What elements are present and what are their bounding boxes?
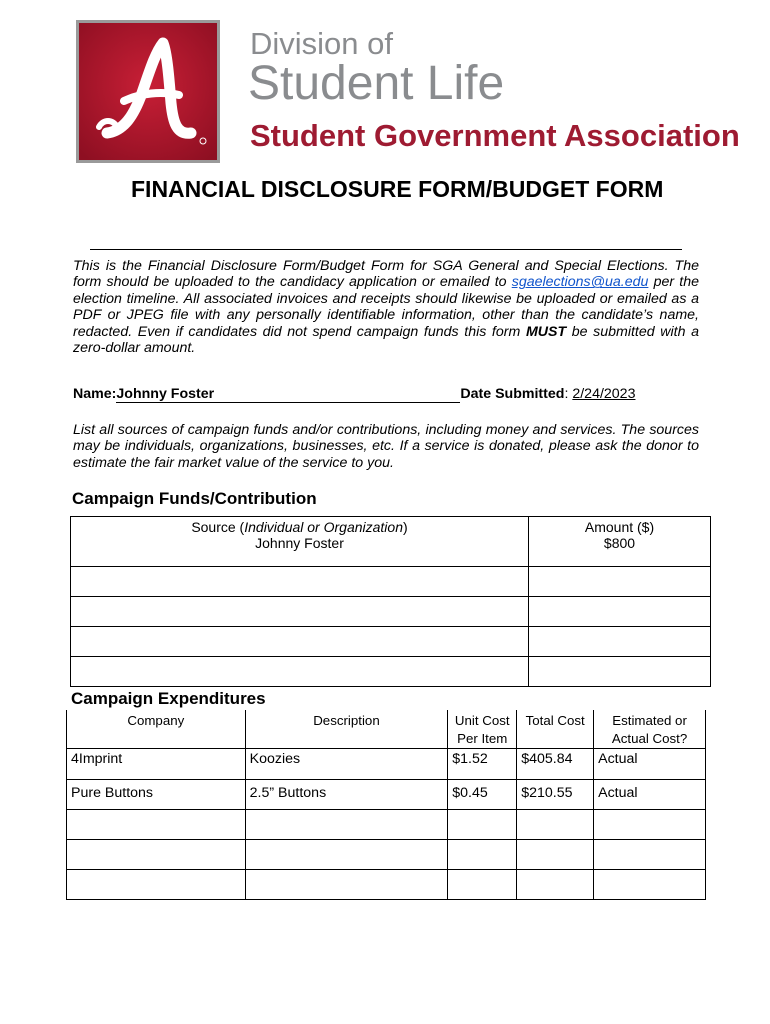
description-cell[interactable] — [245, 810, 448, 840]
unit-cost-cell[interactable]: $0.45 — [448, 780, 517, 810]
table-row — [67, 749, 706, 780]
source-value: Johnny Foster — [255, 535, 344, 551]
must-emphasis: MUST — [525, 323, 567, 340]
table-row — [67, 870, 706, 900]
name-label: Name — [73, 386, 112, 402]
table-header-row — [67, 710, 706, 749]
description-cell[interactable] — [245, 870, 448, 900]
cost-type-cell[interactable] — [594, 810, 706, 840]
table-row — [67, 780, 706, 810]
university-logo — [76, 20, 220, 163]
description-header: Description — [245, 710, 448, 749]
name-value: Johnny Foster — [116, 386, 215, 402]
company-cell[interactable] — [67, 810, 246, 840]
company-cell[interactable] — [67, 840, 246, 870]
source-cell[interactable] — [71, 657, 529, 687]
description-cell[interactable]: Koozies — [245, 749, 448, 780]
table-row — [71, 567, 711, 597]
total-cost-cell[interactable]: $405.84 — [517, 749, 594, 780]
company-cell[interactable]: 4Imprint — [67, 749, 246, 780]
unit-cost-cell[interactable] — [448, 840, 517, 870]
expenditures-section-title: Campaign Expenditures — [71, 689, 266, 708]
division-label: Division of — [250, 26, 393, 61]
table-row — [71, 517, 711, 567]
total-cost-cell[interactable] — [517, 810, 594, 840]
unit-cost-header: Unit Cost Per Item — [448, 710, 517, 749]
title-divider — [90, 249, 682, 250]
total-cost-cell[interactable] — [517, 840, 594, 870]
expenditures-table — [66, 710, 706, 900]
source-cell[interactable] — [71, 627, 529, 657]
script-a-icon — [79, 23, 217, 160]
table-row — [71, 657, 711, 687]
intro-text-cont: per the election timeline. All associated invoices and receipts should likewise be uploaded or emailed as a PDF or JPEG file with any personally identifiable information, other than the candidate’s name, redacted. Even if candidates did not spend campaign funds this form — [73, 274, 699, 340]
unit-cost-cell[interactable] — [448, 810, 517, 840]
name-date-line: Name:Johnny Foster Date Submitted: 2/24/2023 — [73, 386, 636, 402]
amount-cell[interactable] — [529, 567, 711, 597]
company-header: Company — [67, 710, 246, 749]
table-row — [67, 840, 706, 870]
amount-cell[interactable] — [529, 627, 711, 657]
student-life-label: Student Life — [248, 57, 505, 110]
amount-value: $800 — [603, 535, 636, 551]
date-label: Date Submitted — [460, 386, 565, 402]
table-row — [71, 627, 711, 657]
amount-cell[interactable] — [529, 517, 711, 567]
funds-instructions: List all sources of campaign funds and/or contributions, including money and services. The sources may be individuals, organizations, businesses, etc. If a service is donated, please ask the donor to estimate the fair market value of the service to you. — [73, 422, 699, 471]
funds-table — [70, 516, 711, 687]
description-cell[interactable]: 2.5” Buttons — [245, 780, 448, 810]
source-cell[interactable] — [71, 567, 529, 597]
cost-type-cell[interactable]: Actual — [594, 780, 706, 810]
source-cell[interactable] — [71, 517, 529, 567]
cost-type-cell[interactable] — [594, 870, 706, 900]
source-cell[interactable] — [71, 597, 529, 627]
name-field[interactable] — [116, 386, 460, 403]
total-cost-cell[interactable]: $210.55 — [517, 780, 594, 810]
funds-section-title: Campaign Funds/Contribution — [72, 489, 317, 508]
table-row — [67, 810, 706, 840]
sga-label: Student Government Association — [250, 118, 740, 153]
amount-header: Amount ($) — [584, 519, 655, 535]
email-link[interactable]: sgaelections@ua.edu — [511, 274, 649, 291]
intro-paragraph — [73, 258, 699, 356]
unit-cost-cell[interactable] — [448, 870, 517, 900]
table-row — [71, 597, 711, 627]
description-cell[interactable] — [245, 840, 448, 870]
cost-type-cell[interactable]: Actual — [594, 749, 706, 780]
total-cost-cell[interactable] — [517, 870, 594, 900]
intro-text-end: be submitted with a zero-dollar amount. — [73, 323, 699, 357]
cost-type-header: Estimated or Actual Cost? — [594, 710, 706, 749]
form-title: FINANCIAL DISCLOSURE FORM/BUDGET FORM — [131, 176, 664, 202]
company-cell[interactable]: Pure Buttons — [67, 780, 246, 810]
unit-cost-cell[interactable]: $1.52 — [448, 749, 517, 780]
amount-cell[interactable] — [529, 657, 711, 687]
amount-cell[interactable] — [529, 597, 711, 627]
total-cost-header: Total Cost — [517, 710, 594, 749]
company-cell[interactable] — [67, 870, 246, 900]
cost-type-cell[interactable] — [594, 840, 706, 870]
source-header: Source (Individual or Organization) — [191, 519, 408, 535]
intro-text: This is the Financial Disclosure Form/Budget Form for SGA General and Special Elections. The form should be uploaded to the candidacy application or emailed to — [73, 258, 699, 291]
date-field[interactable]: 2/24/2023 — [572, 386, 636, 402]
